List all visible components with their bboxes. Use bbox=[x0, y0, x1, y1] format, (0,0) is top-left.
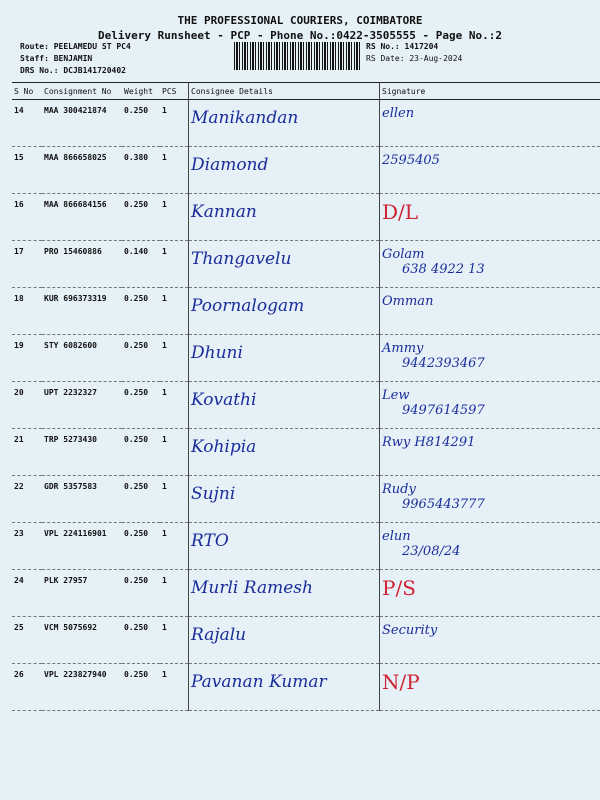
signature-cell bbox=[380, 476, 600, 523]
pcs-value: 1 bbox=[160, 288, 189, 335]
signature-mark: Omman bbox=[382, 294, 434, 309]
consignee-handwritten-name: Poornalogam bbox=[191, 296, 305, 316]
signature-phone-note: 9497614597 bbox=[402, 403, 485, 418]
rs-date: RS Date: 23-Aug-2024 bbox=[366, 54, 463, 63]
weight-value: 0.250 bbox=[122, 570, 160, 617]
col-sno: S No bbox=[12, 83, 42, 100]
consignee-handwritten-name: Pavanan Kumar bbox=[191, 672, 327, 692]
consignment-number: GDR 5357583 bbox=[42, 476, 122, 523]
pcs-value: 1 bbox=[160, 147, 189, 194]
table-row bbox=[12, 617, 600, 664]
consignee-cell bbox=[189, 241, 380, 288]
weight-value: 0.140 bbox=[122, 241, 160, 288]
col-signature: Signature bbox=[380, 83, 600, 100]
signature-mark: Ammy bbox=[382, 341, 424, 356]
consignment-number: MAA 300421874 bbox=[42, 100, 122, 147]
consignment-number: UPT 2232327 bbox=[42, 382, 122, 429]
serial-number: 23 bbox=[12, 523, 42, 570]
consignee-cell bbox=[189, 617, 380, 664]
pcs-value: 1 bbox=[160, 429, 189, 476]
pcs-value: 1 bbox=[160, 382, 189, 429]
consignee-cell bbox=[189, 382, 380, 429]
weight-value: 0.250 bbox=[122, 288, 160, 335]
table-header-row bbox=[12, 83, 600, 100]
pcs-value: 1 bbox=[160, 194, 189, 241]
signature-phone-note: 638 4922 13 bbox=[402, 262, 485, 277]
consignment-number: VCM 5075692 bbox=[42, 617, 122, 664]
weight-value: 0.250 bbox=[122, 523, 160, 570]
consignee-handwritten-name: Sujni bbox=[191, 484, 236, 504]
signature-mark: 2595405 bbox=[382, 153, 440, 168]
consignee-cell bbox=[189, 100, 380, 147]
signature-mark: D/L bbox=[382, 200, 419, 224]
consignee-handwritten-name: Manikandan bbox=[191, 108, 299, 128]
col-consignee: Consignee Details bbox=[189, 83, 380, 100]
consignment-number: TRP 5273430 bbox=[42, 429, 122, 476]
serial-number: 19 bbox=[12, 335, 42, 382]
weight-value: 0.250 bbox=[122, 194, 160, 241]
signature-cell bbox=[380, 664, 600, 711]
signature-mark: Security bbox=[382, 623, 438, 638]
pcs-value: 1 bbox=[160, 241, 189, 288]
signature-cell bbox=[380, 288, 600, 335]
runsheet-subtitle: Delivery Runsheet - PCP - Phone No.:0422-3505555 - Page No.:2 bbox=[98, 29, 502, 42]
signature-cell bbox=[380, 147, 600, 194]
consignee-cell bbox=[189, 476, 380, 523]
consignment-number: VPL 223827940 bbox=[42, 664, 122, 711]
consignee-cell bbox=[189, 570, 380, 617]
table-row bbox=[12, 382, 600, 429]
serial-number: 14 bbox=[12, 100, 42, 147]
route-label: Route: PEELAMEDU ST PC4 bbox=[20, 42, 131, 51]
consignee-handwritten-name: Diamond bbox=[191, 155, 269, 175]
table-row bbox=[12, 664, 600, 711]
weight-value: 0.250 bbox=[122, 617, 160, 664]
consignment-number: PRO 15460886 bbox=[42, 241, 122, 288]
runsheet-table bbox=[12, 82, 600, 711]
serial-number: 22 bbox=[12, 476, 42, 523]
signature-mark: Rudy bbox=[382, 482, 416, 497]
consignment-number: MAA 866684156 bbox=[42, 194, 122, 241]
table-row bbox=[12, 523, 600, 570]
table-row bbox=[12, 241, 600, 288]
signature-cell bbox=[380, 382, 600, 429]
signature-mark: Rwy H814291 bbox=[382, 435, 476, 450]
col-weight: Weight bbox=[122, 83, 160, 100]
col-pcs: PCS bbox=[160, 83, 189, 100]
weight-value: 0.250 bbox=[122, 100, 160, 147]
signature-mark: N/P bbox=[382, 670, 420, 694]
table-row bbox=[12, 288, 600, 335]
barcode-image bbox=[234, 42, 360, 70]
signature-phone-note: 23/08/24 bbox=[402, 544, 461, 559]
serial-number: 15 bbox=[12, 147, 42, 194]
consignee-cell bbox=[189, 335, 380, 382]
rs-number: RS No.: 1417204 bbox=[366, 42, 439, 51]
signature-mark: ellen bbox=[382, 106, 415, 121]
consignee-handwritten-name: Kovathi bbox=[191, 390, 257, 410]
weight-value: 0.250 bbox=[122, 664, 160, 711]
signature-cell bbox=[380, 194, 600, 241]
pcs-value: 1 bbox=[160, 617, 189, 664]
consignee-handwritten-name: Kohipia bbox=[191, 437, 257, 457]
weight-value: 0.250 bbox=[122, 382, 160, 429]
signature-cell bbox=[380, 429, 600, 476]
serial-number: 18 bbox=[12, 288, 42, 335]
consignment-number: KUR 696373319 bbox=[42, 288, 122, 335]
signature-cell bbox=[380, 335, 600, 382]
consignee-handwritten-name: Thangavelu bbox=[191, 249, 292, 269]
consignment-number: MAA 866658025 bbox=[42, 147, 122, 194]
weight-value: 0.380 bbox=[122, 147, 160, 194]
col-consignment: Consignment No bbox=[42, 83, 122, 100]
serial-number: 17 bbox=[12, 241, 42, 288]
signature-phone-note: 9965443777 bbox=[402, 497, 485, 512]
consignee-cell bbox=[189, 429, 380, 476]
signature-cell bbox=[380, 241, 600, 288]
serial-number: 21 bbox=[12, 429, 42, 476]
consignee-cell bbox=[189, 523, 380, 570]
consignee-handwritten-name: Dhuni bbox=[191, 343, 243, 363]
serial-number: 26 bbox=[12, 664, 42, 711]
signature-phone-note: 9442393467 bbox=[402, 356, 485, 371]
table-row bbox=[12, 147, 600, 194]
consignee-handwritten-name: Kannan bbox=[191, 202, 257, 222]
pcs-value: 1 bbox=[160, 664, 189, 711]
staff-label: Staff: BENJAMIN bbox=[20, 54, 93, 63]
table-row bbox=[12, 335, 600, 382]
weight-value: 0.250 bbox=[122, 429, 160, 476]
signature-cell bbox=[380, 523, 600, 570]
pcs-value: 1 bbox=[160, 523, 189, 570]
serial-number: 25 bbox=[12, 617, 42, 664]
consignee-cell bbox=[189, 664, 380, 711]
serial-number: 20 bbox=[12, 382, 42, 429]
consignment-number: VPL 224116901 bbox=[42, 523, 122, 570]
table-row bbox=[12, 194, 600, 241]
consignee-cell bbox=[189, 147, 380, 194]
consignee-handwritten-name: RTO bbox=[191, 531, 229, 551]
signature-mark: P/S bbox=[382, 576, 416, 600]
signature-mark: Golam bbox=[382, 247, 425, 262]
serial-number: 16 bbox=[12, 194, 42, 241]
table-row bbox=[12, 100, 600, 147]
table-row bbox=[12, 429, 600, 476]
pcs-value: 1 bbox=[160, 335, 189, 382]
consignee-cell bbox=[189, 194, 380, 241]
table-row bbox=[12, 476, 600, 523]
weight-value: 0.250 bbox=[122, 476, 160, 523]
consignee-handwritten-name: Rajalu bbox=[191, 625, 247, 645]
signature-cell bbox=[380, 100, 600, 147]
consignee-handwritten-name: Murli Ramesh bbox=[191, 578, 313, 598]
signature-cell bbox=[380, 570, 600, 617]
drs-number: DRS No.: DCJB141720402 bbox=[20, 66, 126, 75]
pcs-value: 1 bbox=[160, 100, 189, 147]
signature-cell bbox=[380, 617, 600, 664]
company-title: THE PROFESSIONAL COURIERS, COIMBATORE bbox=[177, 14, 423, 27]
pcs-value: 1 bbox=[160, 476, 189, 523]
signature-mark: elun bbox=[382, 529, 411, 544]
signature-mark: Lew bbox=[382, 388, 410, 403]
consignee-cell bbox=[189, 288, 380, 335]
consignment-number: PLK 27957 bbox=[42, 570, 122, 617]
pcs-value: 1 bbox=[160, 570, 189, 617]
weight-value: 0.250 bbox=[122, 335, 160, 382]
table-row bbox=[12, 570, 600, 617]
serial-number: 24 bbox=[12, 570, 42, 617]
consignment-number: STY 6082600 bbox=[42, 335, 122, 382]
